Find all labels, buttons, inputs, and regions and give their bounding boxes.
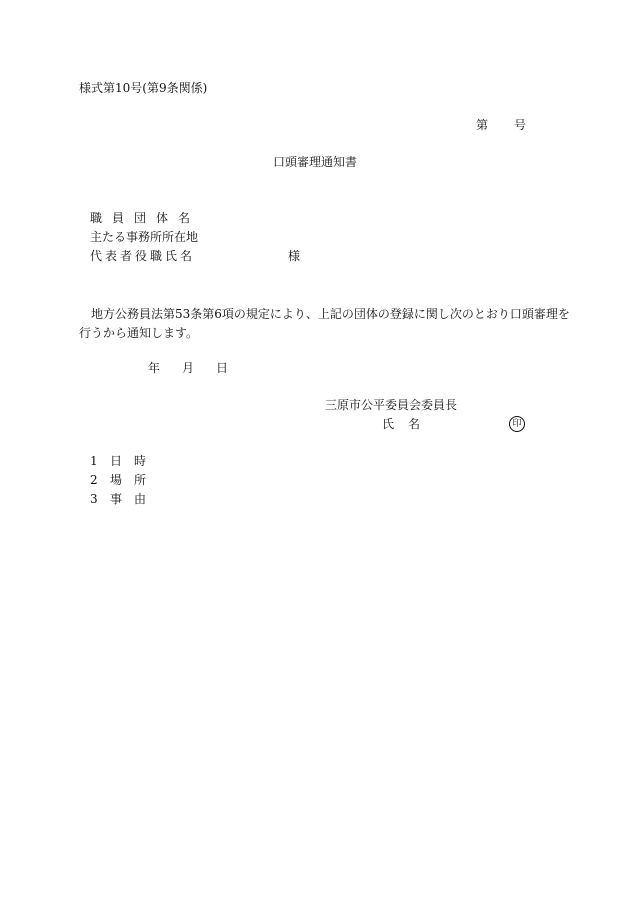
issuing-authority: 三原市公平委員会委員長 bbox=[325, 398, 458, 412]
item-label: 日時 bbox=[110, 454, 159, 468]
recipient-office-label: 主たる事務所所在地 bbox=[90, 230, 199, 244]
recipient-representative-label: 代表者役職氏名 bbox=[90, 249, 196, 263]
recipient-org-name-label: 職員団体名 bbox=[90, 211, 201, 225]
date-year: 年 bbox=[148, 361, 161, 375]
list-item bbox=[90, 455, 158, 467]
document-number bbox=[476, 119, 526, 131]
doc-number-prefix: 第 bbox=[476, 118, 489, 132]
list-item bbox=[90, 493, 158, 505]
item-number: 3 bbox=[90, 492, 98, 506]
item-number: 1 bbox=[90, 454, 98, 468]
list-item bbox=[90, 474, 158, 486]
date-line bbox=[148, 362, 228, 374]
recipient-honorific: 様 bbox=[288, 249, 301, 263]
item-label: 場所 bbox=[110, 473, 159, 487]
item-number: 2 bbox=[90, 473, 98, 487]
form-number: 様式第10号(第9条関係) bbox=[79, 81, 208, 95]
seal-mark: 印 bbox=[509, 416, 525, 432]
document-title: 口頭審理通知書 bbox=[272, 155, 357, 169]
doc-number-suffix: 号 bbox=[514, 118, 527, 132]
item-label: 事由 bbox=[110, 492, 159, 506]
notice-body: 地方公務員法第53条第6項の規定により、上記の団体の登録に関し次のとおり口頭審理を行うから通知します。 bbox=[79, 307, 570, 340]
issuer-name-label bbox=[382, 418, 420, 430]
date-month: 月 bbox=[182, 361, 195, 375]
name-label-1: 氏 bbox=[382, 417, 395, 431]
date-day: 日 bbox=[216, 361, 229, 375]
name-label-2: 名 bbox=[408, 417, 421, 431]
